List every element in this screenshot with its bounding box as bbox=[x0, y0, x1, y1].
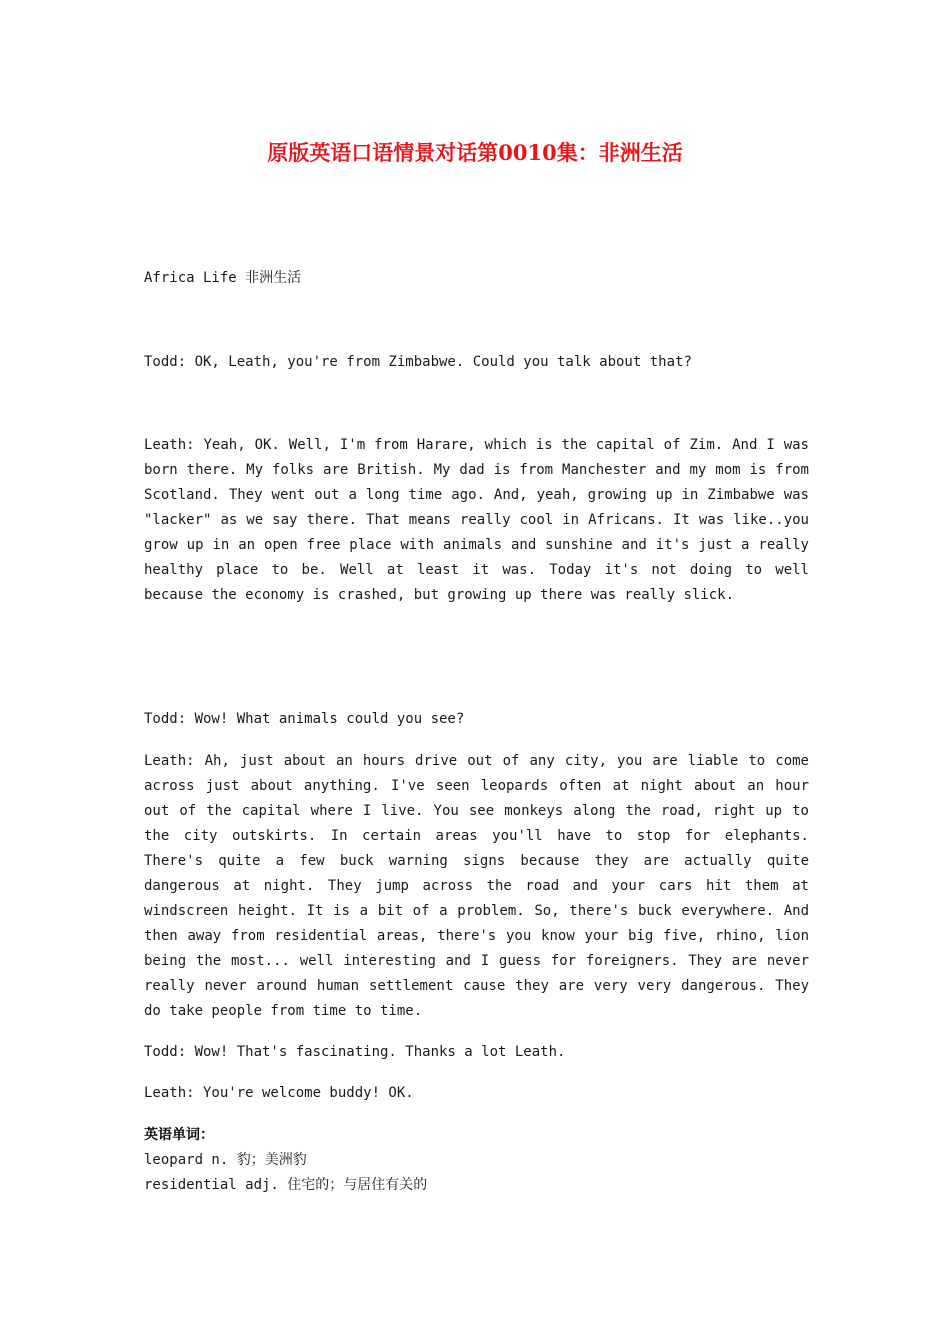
vocabulary-heading: 英语单词： bbox=[144, 1127, 214, 1143]
dialogue-paragraph-5: Todd: Wow! That's fascinating. Thanks a lot Leath. bbox=[144, 1044, 566, 1060]
vocabulary-list bbox=[144, 1148, 427, 1198]
dialogue-paragraph-4: Leath: Ah, just about an hours drive out of any city, you are liable to come across just about anything. I've seen leopards often at night about an hour out of the capital where I live. You see monkeys along the road, right up to the city outskirts. In certain areas you'll have to stop for elephants. There's quite a few buck warning signs because they are actually quite dangerous at night. They jump across the road and your cars hit them at windscreen height. It is a bit of a problem. So, there's buck everywhere. And then away from residential areas, there's you know your big five, rhino, lion being the most... well interesting and I guess for foreigners. They are never really never around human settlement cause they are very very dangerous. They do take people from time to time. bbox=[144, 753, 809, 1019]
dialogue-paragraph-1: Todd: OK, Leath, you're from Zimbabwe. Could you talk about that? bbox=[144, 354, 692, 370]
vocabulary-item-leopard: leopard n. 豹；美洲豹 bbox=[144, 1152, 307, 1168]
dialogue-paragraph-3: Todd: Wow! What animals could you see? bbox=[144, 711, 465, 727]
document-title: 原版英语口语情景对话第0010集：非洲生活 bbox=[267, 140, 683, 165]
dialogue-paragraph-6: Leath: You're welcome buddy! OK. bbox=[144, 1085, 414, 1101]
dialogue-paragraph-2: Leath: Yeah, OK. Well, I'm from Harare, which is the capital of Zim. And I was born there. My folks are British. My dad is from Manchester and my mom is from Scotland. They went out a long time ago. And, yeah, growing up in Zimbabwe was "lacker" as we say there. That means really cool in Africans. It was like..you grow up in an open free place with animals and sunshine and it's just a really healthy place to be. Well at least it was. Today it's not doing to well because the economy is crashed, but growing up there was really slick. bbox=[144, 437, 809, 603]
section-subtitle: Africa Life 非洲生活 bbox=[144, 270, 302, 286]
vocabulary-item-residential: residential adj. 住宅的；与居住有关的 bbox=[144, 1177, 428, 1193]
